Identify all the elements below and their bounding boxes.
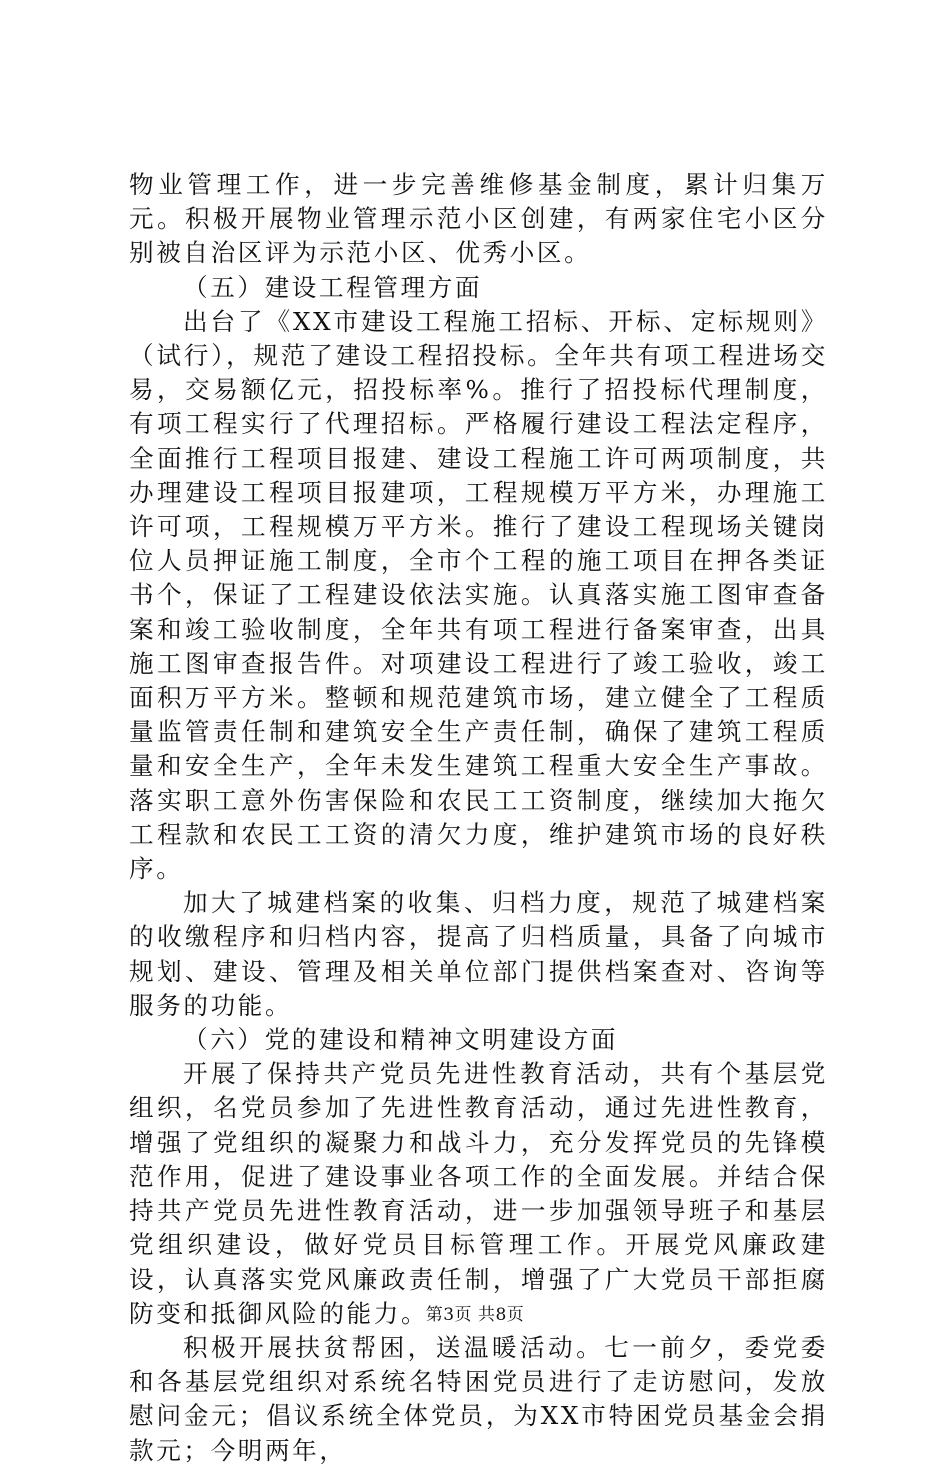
document-body (129, 168, 828, 1468)
heading-construction-management: （五）建设工程管理方面 (183, 272, 483, 302)
heading-party-building: （六）党的建设和精神文明建设方面 (183, 1025, 619, 1055)
paragraph-poverty-relief: 积极开展扶贫帮困，送温暖活动。七一前夕，委党委和各基层党组织对系统名特困党员进行了走访慰问，发放慰问金元；倡议系统全体党员，为XX市特困党员基金会捐款元；今明两年， (129, 1332, 828, 1465)
paragraph-construction-management: 出台了《XX市建设工程施工招标、开标、定标规则》（试行），规范了建设工程招投标。全年共有项工程进场交易，交易额亿元，招投标率%。推行了招投标代理制度，有项工程实行了代理招标。严格履行建设工程法定程序，全面推行工程项目报建、建设工程施工许可两项制度，共办理建设工程项目报建项，工程规模万平方米，办理施工许可项，工程规模万平方米。推行了建设工程现场关键岗位人员押证施工制度，全市个工程的施工项目在押各类证书个，保证了工程建设依法实施。认真落实施工图审查备案和竣工验收制度，全年共有项工程进行备案审查，出具施工图审查报告件。对项建设工程进行了竣工验收，竣工面积万平方米。整顿和规范建筑市场，建立健全了工程质量监管责任制和建筑安全生产责任制，确保了建筑工程质量和安全生产，全年未发生建筑工程重大安全生产事故。落实职工意外伤害保险和农民工工资制度，继续加大拖欠工程款和农民工工资的清欠力度，维护建筑市场的良好秩序。 (129, 306, 828, 884)
page-footer: 第3页 共8页 (425, 1305, 525, 1325)
paragraph-urban-archives: 加大了城建档案的收集、归档力度，规范了城建档案的收缴程序和归档内容，提高了归档质量，具备了向城市规划、建设、管理及相关单位部门提供档案查对、咨询等服务的功能。 (129, 888, 828, 1020)
paragraph-party-education: 开展了保持共产党员先进性教育活动，共有个基层党组织，名党员参加了先进性教育活动，通过先进性教育，增强了党组织的凝聚力和战斗力，充分发挥党员的先锋模范作用，促进了建设事业各项工作的全面发展。并结合保持共产党员先进性教育活动，进一步加强领导班子和基层党组织建设，做好党员目标管理工作。开展党风廉政建设，认真落实党风廉政责任制，增强了广大党员干部拒腐防变和抵御风险的能力。 (129, 1059, 828, 1328)
paragraph-property-management: 物业管理工作，进一步完善维修基金制度，累计归集万元。积极开展物业管理示范小区创建，有两家住宅小区分别被自治区评为示范小区、优秀小区。 (129, 170, 828, 268)
